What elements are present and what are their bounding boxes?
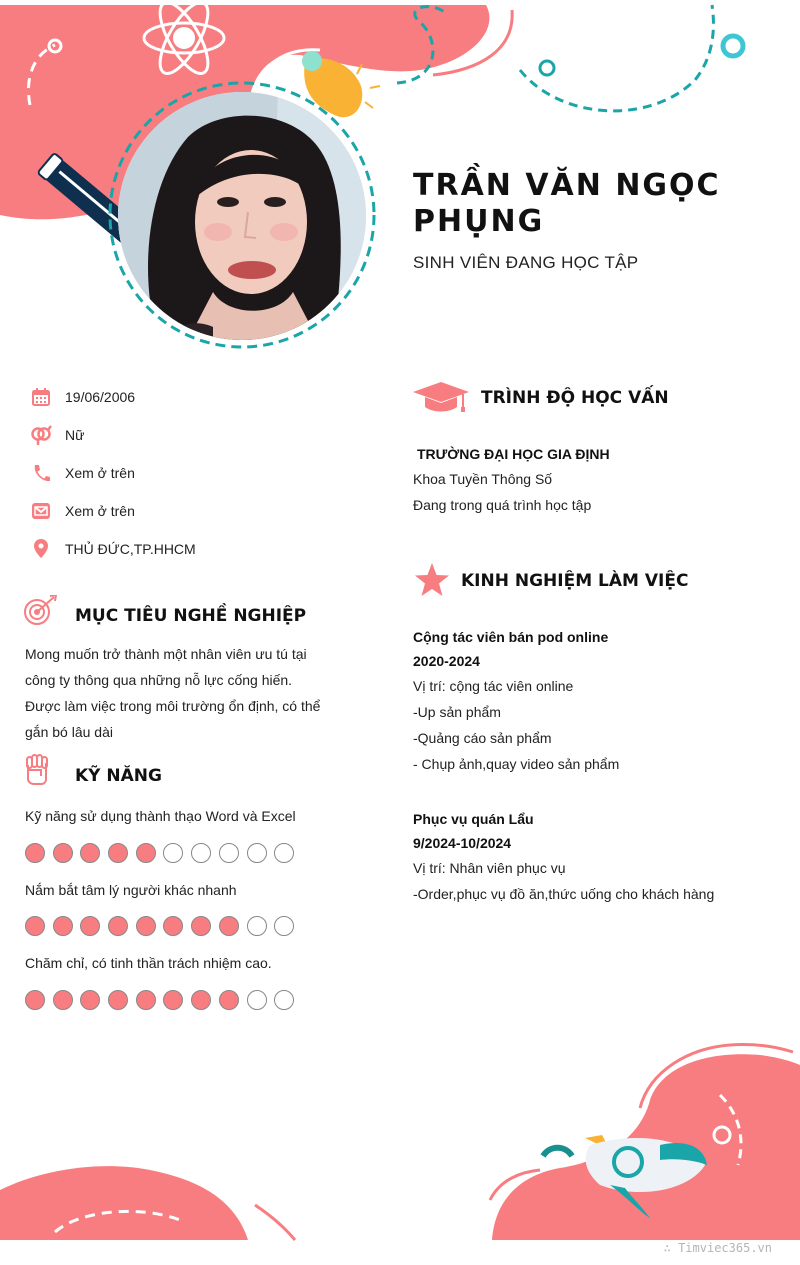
rating-dot-filled: [25, 916, 45, 936]
skill-name: Kỹ năng sử dụng thành thạo Word và Excel: [25, 808, 296, 824]
skill-rating: [25, 843, 294, 863]
contact-email: [30, 501, 135, 521]
contact-text: THỦ ĐỨC,TP.HHCM: [65, 541, 196, 557]
contact-text: Nữ: [65, 427, 85, 443]
rating-dot-filled: [80, 916, 100, 936]
job-detail: Vị trí: Nhân viên phục vụ: [413, 860, 566, 876]
rating-dot-filled: [53, 916, 73, 936]
rating-dot-empty: [163, 843, 183, 863]
rating-dot-empty: [219, 843, 239, 863]
rating-dot-filled: [136, 990, 156, 1010]
objective-line: Được làm việc trong môi trường ổn định, có thể: [25, 698, 321, 714]
graduation-cap-icon: [413, 380, 469, 414]
contact-text: 19/06/2006: [65, 389, 136, 405]
rating-dot-filled: [25, 990, 45, 1010]
rating-dot-empty: [247, 916, 267, 936]
rating-dot-filled: [80, 990, 100, 1010]
rating-dot-empty: [247, 990, 267, 1010]
star-icon: [414, 563, 450, 597]
rating-dot-filled: [219, 990, 239, 1010]
contact-birthday: [30, 387, 135, 407]
rating-dot-filled: [191, 916, 211, 936]
rating-dot-filled: [136, 916, 156, 936]
rating-dot-filled: [136, 843, 156, 863]
job-detail: Vị trí: cộng tác viên online: [413, 678, 574, 694]
job-detail: - Chụp ảnh,quay video sản phẩm: [413, 756, 620, 772]
job-company: Cộng tác viên bán pod online: [413, 629, 609, 645]
target-icon: [22, 595, 58, 627]
rating-dot-empty: [191, 843, 211, 863]
rating-dot-filled: [191, 990, 211, 1010]
rating-dot-empty: [274, 843, 294, 863]
location-pin-icon: [30, 539, 52, 559]
education-title: TRÌNH ĐỘ HỌC VẤN: [481, 388, 669, 408]
objective-line: Mong muốn trở thành một nhân viên ưu tú tại: [25, 646, 307, 662]
objective-text: [25, 641, 325, 745]
skills-title: KỸ NĂNG: [75, 766, 162, 786]
gender-icon: [30, 425, 52, 445]
contact-address: [30, 539, 196, 559]
rating-dot-filled: [108, 916, 128, 936]
job-company: Phục vụ quán Lẩu: [413, 811, 534, 827]
contact-phone: [30, 463, 135, 483]
job-period: 9/2024-10/2024: [413, 835, 512, 851]
rating-dot-empty: [274, 916, 294, 936]
education-status: Đang trong quá trình học tập: [413, 497, 592, 513]
candidate-name: TRẦN VĂN NGỌC PHỤNG: [413, 168, 721, 239]
rating-dot-empty: [274, 990, 294, 1010]
rating-dot-filled: [53, 990, 73, 1010]
job-title: SINH VIÊN ĐANG HỌC TẬP: [413, 253, 639, 272]
rating-dot-empty: [247, 843, 267, 863]
objective-title: MỤC TIÊU NGHỀ NGHIỆP: [75, 606, 307, 626]
contact-gender: [30, 425, 84, 445]
rating-dot-filled: [25, 843, 45, 863]
contact-text: Xem ở trên: [65, 503, 135, 519]
email-icon: [30, 501, 52, 521]
portrait-illustration: [118, 92, 366, 340]
fist-icon: [24, 753, 50, 785]
rating-dot-filled: [108, 990, 128, 1010]
job-period: 2020-2024: [413, 653, 480, 669]
job-detail: -Up sản phẩm: [413, 704, 501, 720]
experience-title: KINH NGHIỆM LÀM VIỆC: [461, 571, 689, 591]
rating-dot-filled: [53, 843, 73, 863]
site-watermark[interactable]: ∴ Timviec365.vn: [663, 1241, 772, 1255]
contact-text: Xem ở trên: [65, 465, 135, 481]
skill-name: Chăm chỉ, có tinh thần trách nhiệm cao.: [25, 955, 272, 971]
rating-dot-filled: [163, 990, 183, 1010]
objective-line: gắn bó lâu dài: [25, 724, 113, 740]
education-major: Khoa Tuyền Thông Số: [413, 471, 553, 487]
education-school: TRƯỜNG ĐẠI HỌC GIA ĐỊNH: [417, 446, 610, 462]
rating-dot-filled: [108, 843, 128, 863]
calendar-icon: [30, 387, 52, 407]
rating-dot-filled: [219, 916, 239, 936]
rating-dot-filled: [163, 916, 183, 936]
skill-name: Nắm bắt tâm lý người khác nhanh: [25, 882, 237, 898]
job-detail: -Order,phục vụ đồ ăn,thức uống cho khách hàng: [413, 886, 715, 902]
rating-dot-filled: [80, 843, 100, 863]
job-detail: -Quảng cáo sản phẩm: [413, 730, 552, 746]
phone-icon: [30, 463, 52, 483]
skill-rating: [25, 990, 294, 1010]
skill-rating: [25, 916, 294, 936]
objective-line: công ty thông qua những nỗ lực cống hiến.: [25, 672, 293, 688]
avatar: [118, 92, 366, 340]
